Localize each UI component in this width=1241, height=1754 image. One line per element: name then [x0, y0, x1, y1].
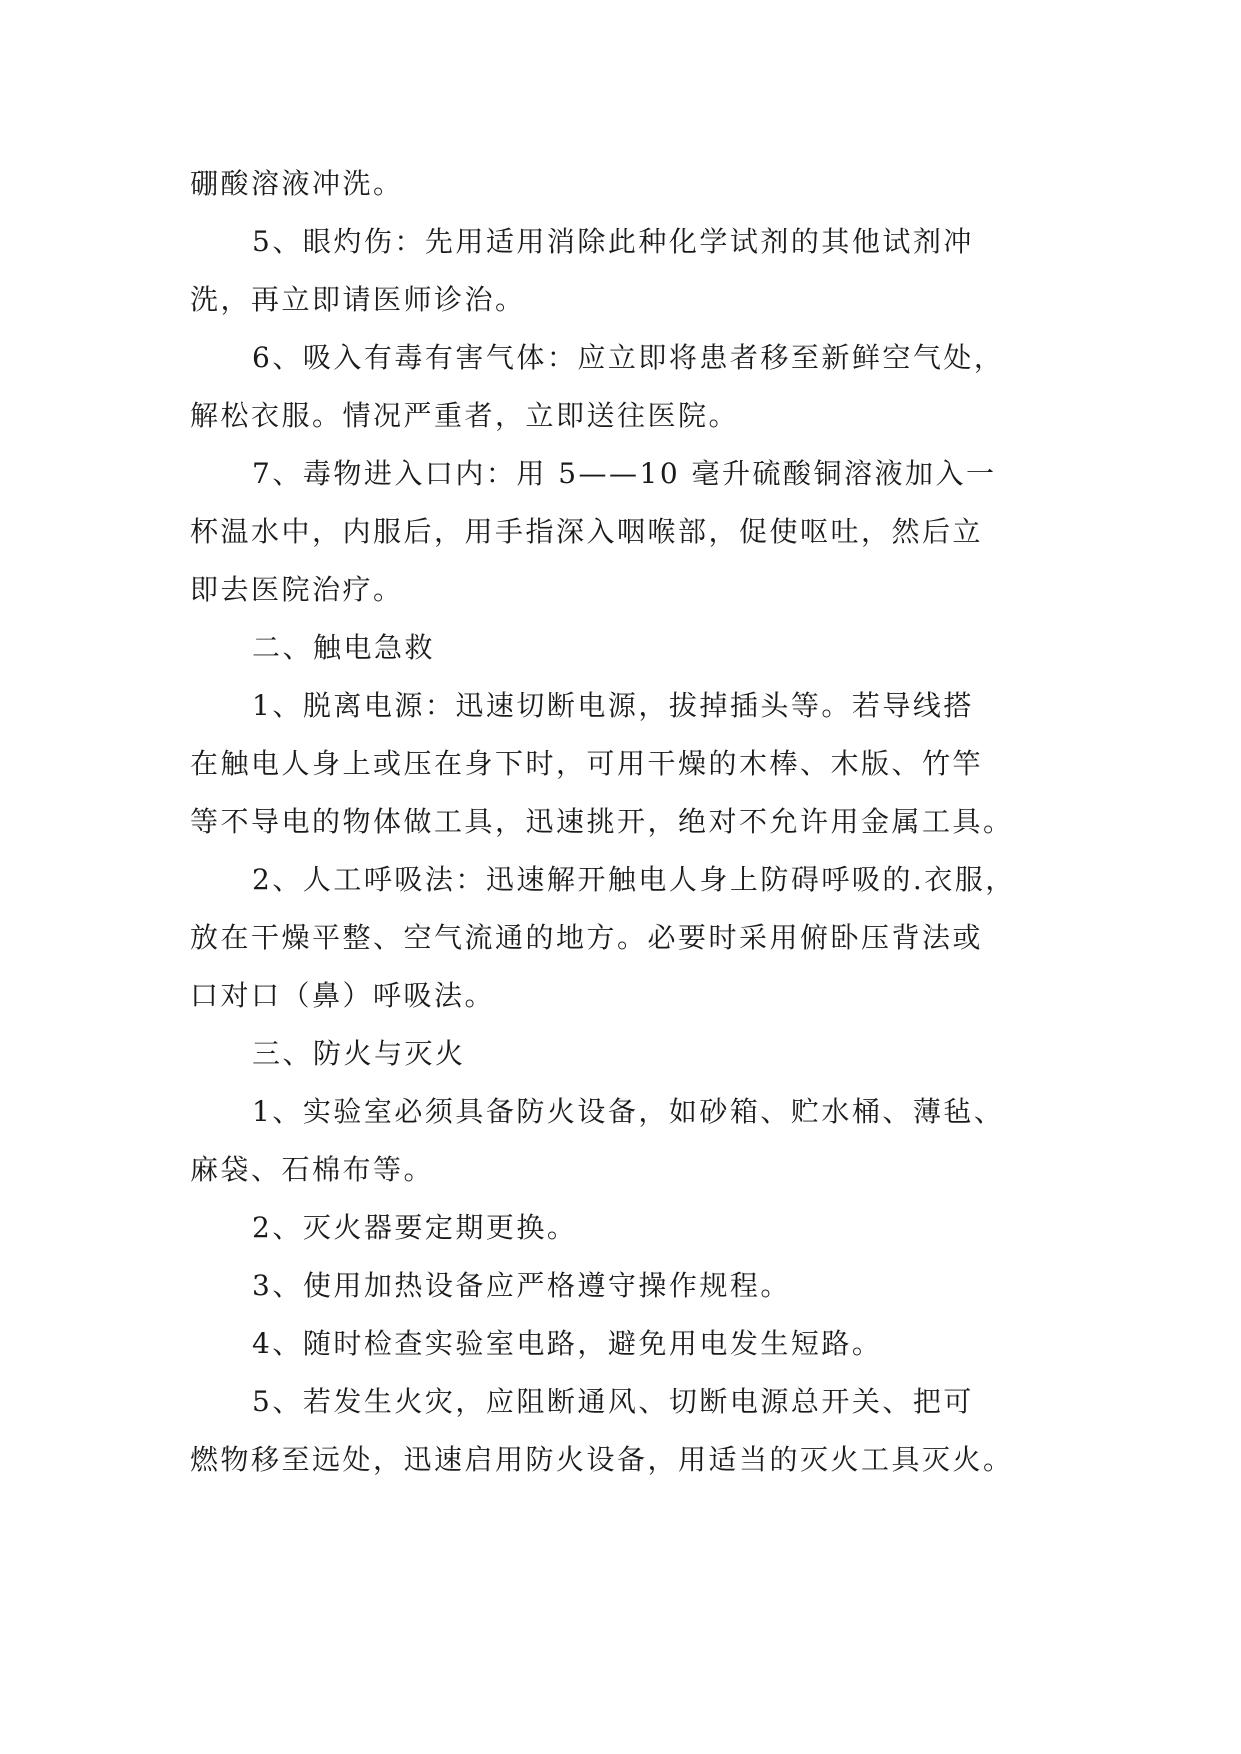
text-line: 杯温水中，内服后，用手指深入咽喉部，促使呕吐，然后立: [190, 515, 984, 548]
text-line: 2、灭火器要定期更换。: [252, 1211, 578, 1244]
text-line: 5、眼灼伤：先用适用消除此种化学试剂的其他试剂冲: [252, 225, 974, 258]
text-line: 4、随时检查实验室电路，避免用电发生短路。: [252, 1327, 883, 1360]
document-body: [190, 155, 1070, 1489]
text-line: 5、若发生火灾，应阻断通风、切断电源总开关、把可: [252, 1385, 974, 1418]
section-heading: 三、防火与灭火: [252, 1037, 466, 1070]
text-line: 1、脱离电源：迅速切断电源，拔掉插头等。若导线搭: [252, 689, 974, 722]
text-line: 口对口（鼻）呼吸法。: [190, 979, 496, 1012]
section-heading: 二、触电急救: [252, 631, 436, 664]
text-line: 麻袋、石棉布等。: [190, 1153, 435, 1186]
text-line: 等不导电的物体做工具，迅速挑开，绝对不允许用金属工具。: [190, 805, 1014, 838]
text-line: 即去医院治疗。: [190, 573, 404, 606]
text-line: 6、吸入有毒有害气体：应立即将患者移至新鲜空气处，: [252, 341, 1005, 374]
text-line: 1、实验室必须具备防火设备，如砂箱、贮水桶、薄毡、: [252, 1095, 1005, 1128]
text-line: 2、人工呼吸法：迅速解开触电人身上防碍呼吸的.衣服，: [252, 863, 1016, 896]
text-line: 燃物移至远处，迅速启用防火设备，用适当的灭火工具灭火。: [190, 1443, 1014, 1476]
text-line: 3、使用加热设备应严格遵守操作规程。: [252, 1269, 791, 1302]
text-line: 在触电人身上或压在身下时，可用干燥的木棒、木版、竹竿: [190, 747, 984, 780]
text-line: 放在干燥平整、空气流通的地方。必要时采用俯卧压背法或: [190, 921, 984, 954]
text-line: 洗，再立即请医师诊治。: [190, 283, 526, 316]
text-line: 解松衣服。情况严重者，立即送往医院。: [190, 399, 740, 432]
text-line: 7、毒物进入口内：用 5——10 毫升硫酸铜溶液加入一: [252, 457, 997, 490]
text-line: 硼酸溶液冲洗。: [190, 167, 404, 200]
